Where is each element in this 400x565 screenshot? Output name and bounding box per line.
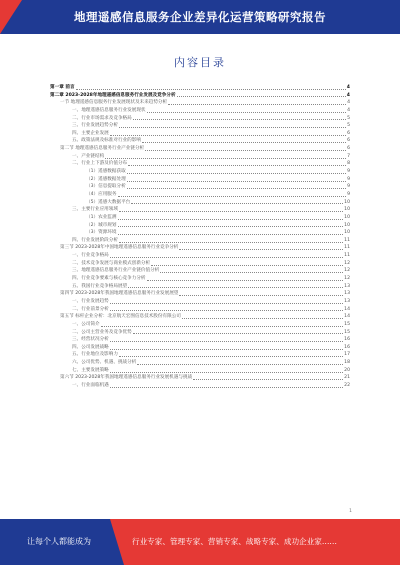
toc-entry-title: （2）遥感数据处理 [86,176,126,182]
toc-entry-title: 三、地理遥感信息服务行业产业链价值分析 [72,268,160,274]
toc-entry-title: （1）遥感数据获取 [86,169,126,175]
toc-entry-page: 5 [347,123,350,129]
toc-leader-dots [118,234,344,235]
toc-entry[interactable] [50,329,350,337]
toc-entry-title: 五、行业地位及影响力 [72,352,118,358]
toc-entry-title: （5）遥感大数据平台 [86,199,131,205]
toc-entry-title: （3）资源环境 [86,230,117,236]
toc-leader-dots [118,196,347,197]
toc-entry-page: 10 [344,222,350,228]
toc-leader-dots [127,188,346,189]
footer-bar [0,519,400,565]
toc-entry-page: 15 [344,321,350,327]
toc-entry-title: 第五节 标杆企业分析：北京航天宏图信息技术股份有限公司 [60,314,181,320]
toc-entry[interactable] [50,267,350,275]
toc-entry-title: 四、行业发展阶段分析 [72,237,118,243]
toc-leader-dots [127,181,346,182]
toc-entry-page: 4 [347,100,350,106]
toc-entry-title: 一节 地理遥感信息服务行业发展现状及未来趋势分析 [60,100,168,106]
toc-leader-dots [182,318,343,319]
toc-entry-title: 七、主要发展策略 [72,367,109,373]
toc-leader-dots [147,280,344,281]
toc-entry-page: 16 [344,344,350,350]
toc-entry-title: 一、行业面临机遇 [72,382,109,388]
toc-entry[interactable] [50,306,350,314]
toc-leader-dots [133,333,343,334]
toc-entry[interactable] [50,92,350,100]
toc-entry-title: 一、公司简介 [72,321,100,327]
toc-entry-page: 6 [347,146,350,152]
toc-entry-page: 5 [347,115,350,121]
toc-leader-dots [133,119,346,120]
toc-entry-title: 四、行业竞争要素与核心竞争力分析 [72,276,146,282]
toc-entry-title: 第四节 2023-2028年我国地理遥感信息服务行业发展展望 [60,291,179,297]
toc-leader-dots [101,326,344,327]
toc-entry[interactable] [50,153,350,161]
toc-entry-title: （4）应用服务 [86,191,117,197]
toc-entry-title: 一、行业竞争格局 [72,253,109,259]
table-of-contents [50,84,350,390]
toc-leader-dots [119,242,343,243]
toc-leader-dots [147,112,347,113]
toc-entry-title: （1）农业监测 [86,214,117,220]
toc-entry-page: 14 [344,306,350,312]
toc-entry[interactable] [50,99,350,107]
toc-entry[interactable] [50,382,350,390]
toc-leader-dots [160,272,343,273]
toc-entry-page: 13 [344,283,350,289]
toc-entry[interactable] [50,374,350,382]
toc-leader-dots [151,265,343,266]
toc-entry-page: 4 [346,92,350,98]
report-title: 地理遥感信息服务企业差异化运营策略研究报告 [74,10,326,24]
toc-entry-page: 14 [344,314,350,320]
footer-slogan-right: 行业专家、管理专家、营销专家、战略专家、成功企业家…… [124,519,400,565]
toc-entry[interactable] [50,214,350,222]
toc-entry[interactable] [50,137,350,145]
toc-entry-page: 6 [347,130,350,136]
toc-entry-page: 12 [344,268,350,274]
toc-entry[interactable] [50,283,350,291]
toc-entry-title: 三、主要行业应用领域 [72,207,118,213]
toc-entry-title: 第二章 2023-2028年地理遥感信息服务行业发展及竞争分析 [50,92,176,98]
toc-leader-dots [128,165,346,166]
toc-entry[interactable] [50,145,350,153]
toc-entry-page: 11 [344,253,350,259]
toc-leader-dots [110,349,343,350]
toc-entry-page: 20 [344,367,350,373]
toc-entry[interactable] [50,191,350,199]
toc-entry-title: 五、政策法规及标准对行业的影响 [72,138,141,144]
toc-entry-title: 一、行业发展趋势 [72,298,109,304]
toc-leader-dots [128,287,343,288]
toc-entry-page: 17 [344,352,350,358]
toc-leader-dots [179,249,343,250]
toc-leader-dots [177,96,346,97]
toc-entry[interactable] [50,199,350,207]
toc-entry-title: 四、主要企业发展 [72,130,109,136]
toc-entry-title: 二、公司主营业务及竞争优势 [72,329,132,335]
toc-entry-title: （3）信息提取分析 [86,184,126,190]
toc-entry-page: 13 [344,298,350,304]
toc-entry-title: 第三节 2023-2028年中国地理遥感信息服务行业竞争分析 [60,245,179,251]
toc-entry[interactable] [50,183,350,191]
toc-entry-page: 6 [347,138,350,144]
toc-entry-page: 11 [344,237,350,243]
toc-entry[interactable] [50,367,350,375]
toc-entry-page: 10 [344,207,350,213]
toc-entry-page: 18 [344,360,350,366]
toc-leader-dots [110,341,343,342]
toc-leader-dots [110,372,343,373]
toc-leader-dots [76,89,346,90]
toc-entry[interactable] [50,336,350,344]
toc-leader-dots [110,310,343,311]
toc-entry-page: 10 [344,199,350,205]
toc-leader-dots [142,142,346,143]
toc-entry-title: 六、公司优势、机遇、挑战分析 [72,360,137,366]
toc-leader-dots [105,158,346,159]
toc-entry-title: 三、行业发展趋势分析 [72,123,118,129]
toc-entry-page: 22 [344,382,350,388]
toc-entry[interactable] [50,229,350,237]
toc-entry-title: 四、公司发展战略 [72,344,109,350]
toc-entry-title: 一、产业链结构 [72,153,105,159]
toc-leader-dots [131,203,343,204]
toc-entry[interactable] [50,313,350,321]
toc-entry[interactable] [50,244,350,252]
toc-entry-title: 二、技术竞争发展与商业模式创新分析 [72,260,151,266]
toc-leader-dots [179,295,343,296]
toc-leader-dots [118,219,344,220]
toc-leader-dots [127,173,346,174]
toc-heading: 内容目录 [174,56,226,69]
footer-slogan-left: 让每个人都能成为 [0,519,118,565]
toc-entry-page: 9 [347,176,350,182]
toc-entry-title: 第二节 地理遥感信息服务行业产业链分析 [60,146,145,152]
toc-leader-dots [145,150,346,151]
toc-leader-dots [110,135,346,136]
toc-entry-title: 第一章 前言 [50,85,75,90]
toc-entry[interactable] [50,298,350,306]
toc-entry[interactable] [50,290,350,298]
toc-entry[interactable] [50,359,350,367]
toc-entry-page: 13 [344,291,350,297]
toc-entry-page: 10 [344,230,350,236]
toc-entry[interactable] [50,344,350,352]
toc-leader-dots [193,379,343,380]
toc-entry[interactable] [50,176,350,184]
toc-entry[interactable] [50,168,350,176]
toc-entry-title: 五、我国行业竞争格局展望 [72,283,128,289]
toc-entry-page: 7 [347,153,350,159]
toc-entry-page: 10 [344,214,350,220]
toc-entry-page: 8 [347,161,350,167]
toc-leader-dots [137,364,343,365]
toc-entry[interactable] [50,321,350,329]
toc-leader-dots [110,303,343,304]
toc-entry[interactable] [50,84,350,92]
toc-entry[interactable] [50,115,350,123]
toc-entry-page: 9 [347,184,350,190]
toc-entry-title: 第六节 2023-2028年我国地理遥感信息服务行业发展机遇与挑战 [60,375,193,381]
toc-entry-page: 11 [344,245,350,251]
toc-entry-title: （2）城市规划 [86,222,117,228]
toc-entry[interactable] [50,122,350,130]
toc-leader-dots [118,226,344,227]
toc-entry[interactable] [50,351,350,359]
toc-entry-title: 二、行业市场需求及竞争格局 [72,115,132,121]
toc-entry-page: 4 [346,85,350,90]
toc-entry[interactable] [50,222,350,230]
toc-entry-title: 二、行业前景分析 [72,306,109,312]
toc-entry-page: 16 [344,337,350,343]
toc-entry[interactable] [50,237,350,245]
toc-entry-page: 12 [344,260,350,266]
toc-entry[interactable] [50,130,350,138]
header-bar [0,0,400,34]
toc-entry-page: 4 [347,107,350,113]
toc-entry-title: 一、地理遥感信息服务行业发展现状 [72,107,146,113]
page-number: 1 [349,509,352,514]
toc-leader-dots [168,104,346,105]
toc-entry[interactable] [50,160,350,168]
footer-accent [110,519,124,565]
toc-entry-page: 12 [344,276,350,282]
toc-entry[interactable] [50,206,350,214]
toc-entry[interactable] [50,260,350,268]
toc-leader-dots [119,211,343,212]
toc-entry-page: 9 [347,191,350,197]
toc-leader-dots [110,387,343,388]
toc-entry-title: 二、行业上下游及价值分布 [72,161,128,167]
toc-entry[interactable] [50,275,350,283]
toc-entry[interactable] [50,107,350,115]
toc-entry-page: 21 [344,375,350,381]
toc-leader-dots [110,257,343,258]
toc-entry-page: 15 [344,329,350,335]
toc-entry-title: 三、经营状况分析 [72,337,109,343]
toc-entry[interactable] [50,252,350,260]
toc-entry-page: 9 [347,169,350,175]
toc-leader-dots [119,356,343,357]
toc-leader-dots [119,127,346,128]
